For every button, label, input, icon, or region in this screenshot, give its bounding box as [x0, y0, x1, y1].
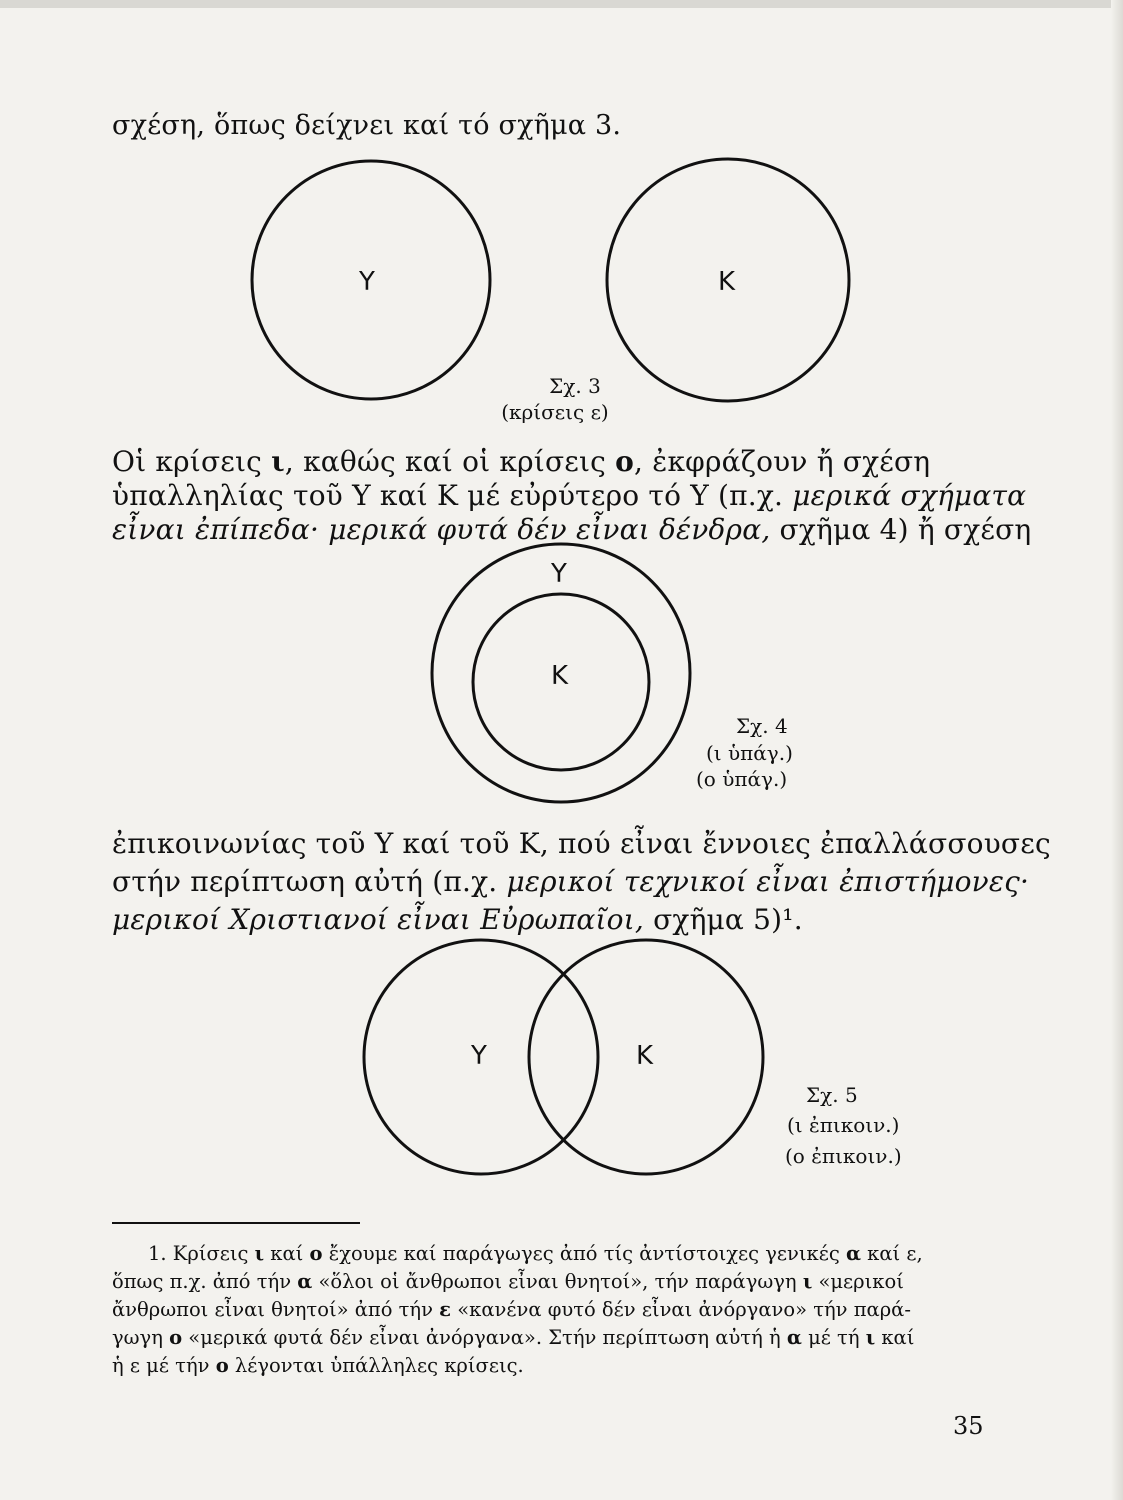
text-run: ὑπαλληλίας τοῦ Υ καί Κ μέ εὐρύτερο τό Υ (π.χ. [112, 479, 793, 512]
italic-example: εἶναι ἐπίπεδα· μερικά φυτά δέν εἶναι δένδρα, [112, 513, 771, 546]
footnote-line4 [112, 1326, 914, 1349]
footnote-line1 [148, 1242, 923, 1265]
text-run: στήν περίπτωση αὐτή (π.χ. [112, 865, 507, 898]
fig3-caption-type: (κρίσεις ε) [501, 400, 609, 424]
fig5-label-k: Κ [636, 1041, 654, 1071]
footnote-line3 [112, 1298, 911, 1321]
italic-example: μερικά σχήματα [792, 479, 1027, 512]
para2-line1: ἐπικοινωνίας τοῦ Υ καί τοῦ Κ, πού εἶναι ἔννοιες ἐπαλλάσσουσες [112, 827, 1051, 860]
para2-line3 [112, 903, 803, 936]
fig3-label-k: Κ [718, 267, 736, 297]
text-run: καί [264, 1242, 310, 1265]
fig5-caption-i: (ι ἐπικοιν.) [787, 1113, 900, 1137]
text-run: μέ τή [801, 1326, 866, 1349]
fig4-label-k: Κ [551, 661, 569, 691]
bold-letter: ι [865, 1326, 876, 1349]
bold-letter-o: ο [615, 445, 635, 478]
page-number: 35 [953, 1412, 984, 1440]
bold-letter: ο [215, 1354, 229, 1377]
bold-letter: ι [254, 1242, 265, 1265]
para1-line2 [112, 479, 1026, 512]
text-run: ἔχουμε καί παράγωγες ἀπό τίς ἀντίστοιχες γενικές [322, 1242, 846, 1265]
para2-line2 [112, 865, 1029, 898]
fig3-label-y: Υ [359, 267, 375, 297]
text-run: , καθώς καί οἱ κρίσεις [284, 445, 616, 478]
figure-4 [432, 544, 690, 802]
text-run: ἄνθρωποι εἶναι θνητοί» ἀπό τήν [112, 1298, 440, 1321]
fig4-caption-number: Σχ. 4 [736, 714, 788, 738]
text-run: σχῆμα 4) ἤ σχέση [770, 513, 1032, 546]
figure-3 [252, 159, 849, 401]
text-run: λέγονται ὑπάλληλες κρίσεις. [228, 1354, 524, 1377]
text-run: σχῆμα 5)¹. [643, 903, 803, 936]
bold-letter: ε [439, 1298, 452, 1321]
para1-line3 [112, 513, 1031, 546]
para1-line1 [112, 445, 930, 478]
text-run: καί ε, [860, 1242, 923, 1265]
text-run: καί [875, 1326, 915, 1349]
text-run: «μερικοί [812, 1270, 904, 1293]
text-run: , ἐκφράζουν ἤ σχέση [634, 445, 931, 478]
fig5-caption-o: (ο ἐπικοιν.) [785, 1144, 902, 1168]
bold-letter: ι [802, 1270, 813, 1293]
fig5-caption-number: Σχ. 5 [806, 1083, 858, 1107]
footnote-rule [112, 1222, 360, 1224]
italic-example: μερικοί Χριστιανοί εἶναι Εὐρωπαῖοι, [112, 903, 644, 936]
text-run: «ὅλοι οἱ ἄνθρωποι εἶναι θνητοί», τήν παράγωγη [312, 1270, 803, 1293]
text-run: «κανένα φυτό δέν εἶναι ἀνόργανο» τήν παρά- [451, 1298, 911, 1321]
text-run: 1. Κρίσεις [148, 1242, 255, 1265]
text-run: ὅπως π.χ. ἀπό τήν [112, 1270, 298, 1293]
fig4-label-y: Υ [551, 559, 567, 589]
italic-example: μερικοί τεχνικοί εἶναι ἐπιστήμονες· [506, 865, 1030, 898]
fig3-caption-number: Σχ. 3 [549, 374, 601, 398]
bold-letter: ο [169, 1326, 183, 1349]
bold-letter: α [786, 1326, 802, 1349]
text-run: γωγη [112, 1326, 170, 1349]
fig4-caption-i: (ι ὑπάγ.) [706, 741, 793, 765]
text-run: ἡ ε μέ τήν [112, 1354, 216, 1377]
fig5-label-y: Υ [471, 1041, 487, 1071]
text-run: Οἱ κρίσεις [112, 445, 272, 478]
text-run: «μερικά φυτά δέν εἶναι ἀνόργανα». Στήν περίπτωση αὐτή ἡ [182, 1326, 787, 1349]
bold-letter: ο [309, 1242, 323, 1265]
figure-5 [364, 940, 763, 1174]
intro-line: σχέση, ὅπως δείχνει καί τό σχῆμα 3. [112, 110, 622, 141]
bold-letter-i: ι [271, 445, 285, 478]
fig4-caption-o: (ο ὑπάγ.) [696, 767, 788, 791]
footnote-line5 [112, 1354, 524, 1377]
footnote-line2 [112, 1270, 904, 1293]
bold-letter: α [297, 1270, 313, 1293]
bold-letter: α [845, 1242, 861, 1265]
